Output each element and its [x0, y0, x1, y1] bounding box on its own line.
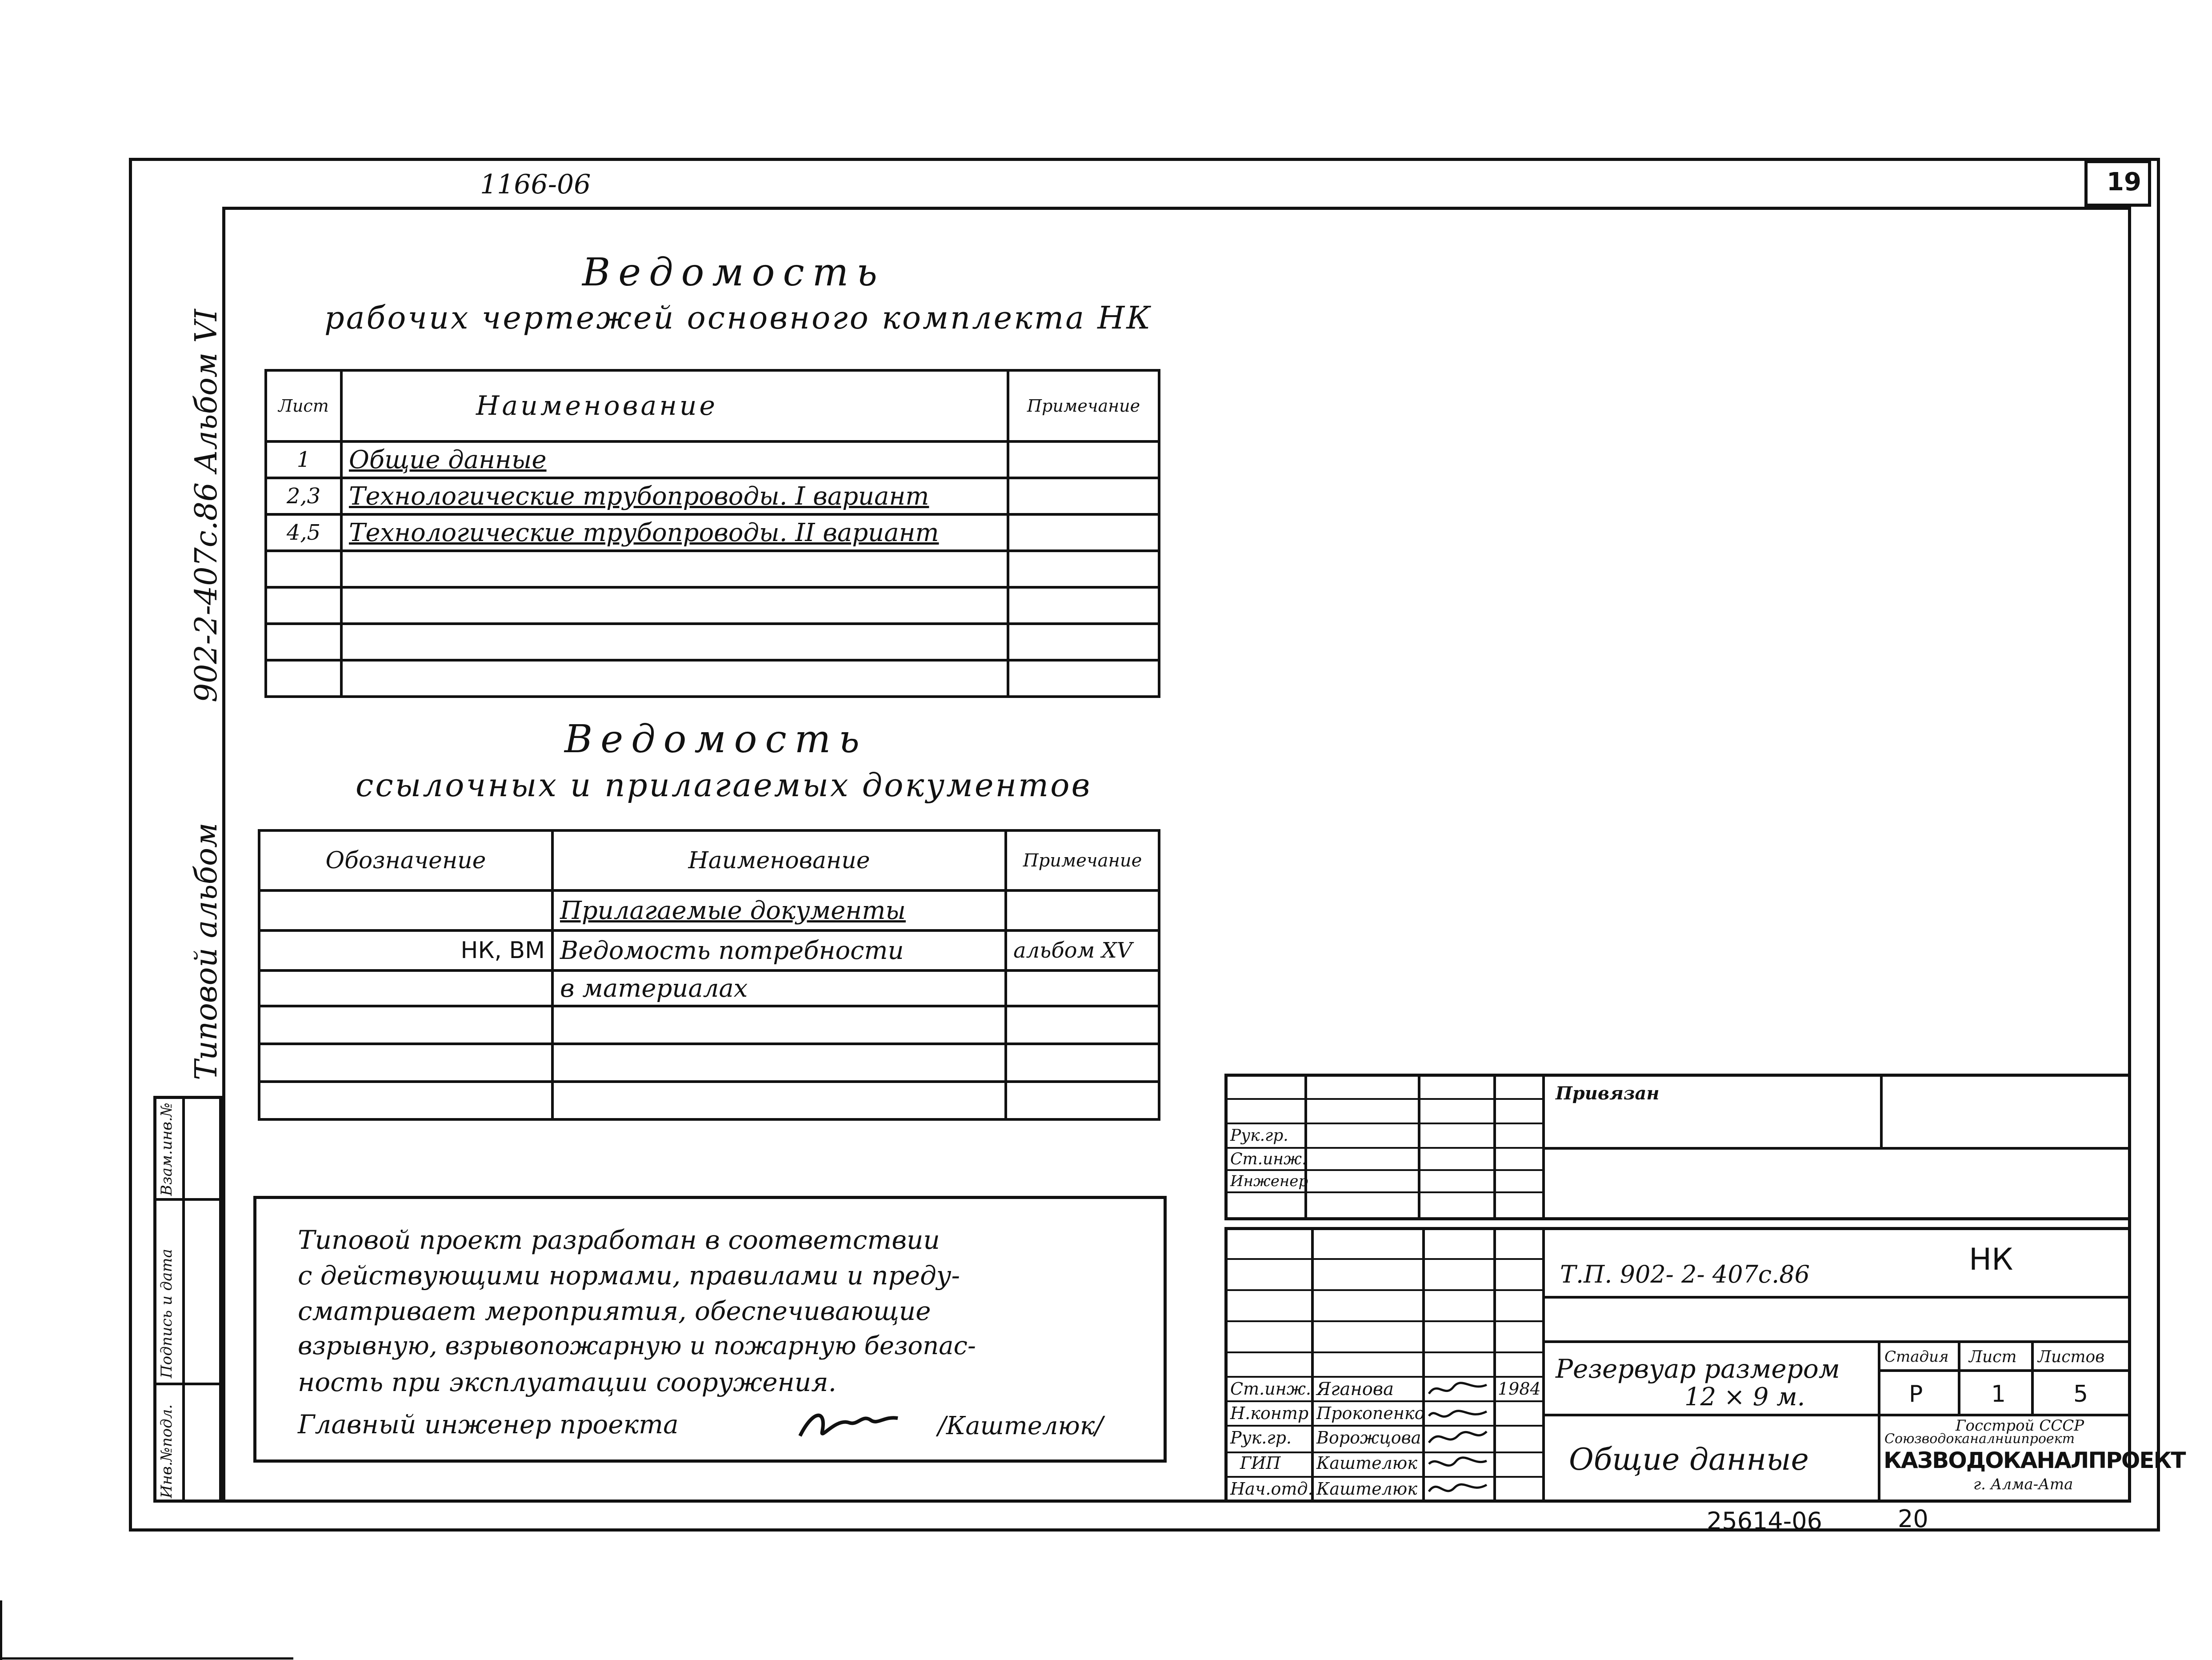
cell-code — [259, 970, 552, 1006]
staff-name: Яганова — [1316, 1379, 1394, 1399]
cell-code — [259, 1044, 552, 1082]
stage-value: 1 — [1991, 1381, 2006, 1407]
stage-header: Лист — [1969, 1348, 2017, 1366]
cell-note: альбом XV — [1006, 930, 1159, 970]
upper-stamp-hline — [1224, 1098, 1542, 1100]
stage-vline — [1958, 1340, 1960, 1414]
side-stamp-label: Подпись и дата — [158, 1249, 176, 1378]
table-row — [259, 1082, 1159, 1119]
object-title-line: Резервуар размером — [1556, 1354, 1840, 1384]
staff-signature — [1427, 1378, 1489, 1400]
tied-label: Привязан — [1556, 1083, 1660, 1104]
org-sub: Союзводоканалниипроект — [1884, 1431, 2075, 1447]
project-code: Т.П. 902- 2- 407с.86 — [1560, 1260, 1810, 1288]
staff-role: Рук.гр. — [1230, 1428, 1292, 1447]
org-line: Госстрой СССР — [1956, 1417, 2084, 1435]
upper-stamp-hline — [1224, 1169, 1542, 1171]
staff-hline — [1224, 1320, 1542, 1322]
staff-role: ГИП — [1240, 1453, 1281, 1473]
sheet-list-subtitle: рабочих чертежей основного комплекта НК — [324, 300, 1152, 336]
sheet-list-title: Ведомость — [582, 250, 885, 295]
sheet-number: 19 — [2107, 168, 2141, 196]
upper-stamp-hline — [1224, 1191, 1542, 1193]
staff-role: Ст.инж. — [1230, 1379, 1311, 1399]
cell-sheet: 4,5 — [266, 514, 341, 551]
stage-value: 5 — [2073, 1381, 2088, 1407]
typical-album-label: Типовой альбом — [189, 822, 224, 1080]
cell-name — [341, 587, 1008, 624]
corner-number: 1166-06 — [480, 169, 591, 200]
statement-line: взрывную, взрывопожарную и пожарную безопас- — [298, 1331, 976, 1360]
cell-sheet — [266, 587, 341, 624]
cell-note — [1006, 890, 1159, 930]
statement-line: Типовой проект разработан в соответствии — [298, 1225, 940, 1255]
upper-stamp-hline — [1542, 1147, 2131, 1150]
staff-name: Прокопенко — [1316, 1403, 1425, 1423]
cell-note — [1008, 478, 1159, 514]
cell-name: в материалах — [552, 970, 1006, 1006]
staff-hline — [1224, 1425, 1542, 1427]
cell-note — [1008, 514, 1159, 551]
staff-signature — [1427, 1403, 1489, 1425]
sheet-title: Общие данные — [1569, 1442, 1809, 1477]
ref-docs-table — [258, 829, 1160, 1121]
staff-hline — [1224, 1400, 1542, 1402]
staff-signature — [1427, 1453, 1489, 1475]
cell-name: Технологические трубопроводы. II вариант — [341, 514, 1008, 551]
cell-sheet — [266, 551, 341, 587]
corner-mark — [0, 1657, 293, 1660]
title-vline — [1878, 1340, 1880, 1503]
table-header-row — [259, 830, 1159, 890]
upper-stamp-vline — [1880, 1074, 1883, 1149]
table-row — [259, 930, 1159, 970]
cell-code — [259, 1006, 552, 1044]
title-hline — [1542, 1296, 2131, 1299]
ref-docs-subtitle: ссылочных и прилагаемых документов — [356, 766, 1092, 804]
cell-sheet: 1 — [266, 441, 341, 478]
cell-note — [1008, 624, 1159, 660]
org-name: КАЗВОДОКАНАЛПРОЕКТ — [1884, 1447, 2185, 1473]
cell-name — [341, 660, 1008, 697]
stage-vline — [2031, 1340, 2034, 1414]
statement-line: сматривает мероприятия, обеспечивающие — [298, 1296, 931, 1326]
archive-number: 25614-06 — [1707, 1507, 1822, 1535]
staff-name: Каштелюк — [1316, 1453, 1417, 1473]
column-header: Лист — [266, 370, 341, 441]
staff-name: Ворожцова — [1316, 1428, 1421, 1447]
cell-name — [341, 624, 1008, 660]
staff-hline — [1224, 1289, 1542, 1291]
table-row — [259, 970, 1159, 1006]
cell-note — [1006, 1044, 1159, 1082]
table-header-row — [266, 370, 1159, 441]
title-vline — [1311, 1227, 1314, 1503]
stage-header: Стадия — [1884, 1348, 1949, 1366]
staff-hline — [1224, 1476, 1542, 1478]
table-row — [266, 478, 1159, 514]
column-header: Примечание — [1006, 830, 1159, 890]
upper-role: Инженер — [1230, 1172, 1308, 1190]
cell-code: НК, ВМ — [259, 930, 552, 970]
cell-name — [341, 551, 1008, 587]
cell-sheet — [266, 660, 341, 697]
staff-role: Н.контр — [1230, 1403, 1309, 1423]
title-hline — [1542, 1340, 2131, 1343]
cell-note — [1006, 1006, 1159, 1044]
side-stamp-label: Взам.инв.№ — [158, 1103, 176, 1196]
staff-signature — [1427, 1478, 1489, 1500]
upper-stamp-hline — [1224, 1123, 1542, 1124]
statement-line: ность при эксплуатации сооружения. — [298, 1367, 836, 1397]
upper-role: Рук.гр. — [1230, 1127, 1288, 1145]
cell-note — [1008, 660, 1159, 697]
cell-note — [1006, 970, 1159, 1006]
staff-hline — [1224, 1258, 1542, 1260]
cell-code — [259, 890, 552, 930]
title-vline — [1493, 1227, 1496, 1503]
cell-note — [1006, 1082, 1159, 1119]
staff-name: Каштелюк — [1316, 1479, 1417, 1499]
cell-name: Общие данные — [341, 441, 1008, 478]
staff-role: Нач.отд. — [1230, 1479, 1313, 1499]
cell-note — [1008, 441, 1159, 478]
table-row — [259, 1006, 1159, 1044]
staff-hline — [1224, 1376, 1542, 1378]
cell-name: Ведомость потребности — [552, 930, 1006, 970]
cell-code — [259, 1082, 552, 1119]
chief-engineer-signature — [796, 1400, 902, 1445]
table-row — [259, 890, 1159, 930]
title-hline — [1542, 1414, 2131, 1416]
album-label: 902-2-407с.86 Альбом VI — [189, 309, 224, 702]
column-header: Примечание — [1008, 370, 1159, 441]
stage-value: Р — [1909, 1381, 1923, 1407]
table-row — [259, 1044, 1159, 1082]
side-stamp-divider — [153, 1383, 222, 1385]
table-row — [266, 587, 1159, 624]
chief-engineer-label: Главный инженер проекта — [298, 1409, 679, 1439]
stage-header: Листов — [2038, 1348, 2105, 1366]
side-stamp-divider — [153, 1198, 222, 1201]
section-code: НК — [1969, 1242, 2013, 1277]
object-title-line: 12 × 9 м. — [1684, 1383, 1805, 1411]
cell-name — [552, 1082, 1006, 1119]
cell-name — [552, 1044, 1006, 1082]
ref-docs-title: Ведомость — [564, 717, 868, 762]
page-number: 20 — [1898, 1505, 1928, 1533]
column-header: Наименование — [552, 830, 1006, 890]
side-stamp-divider — [182, 1096, 185, 1503]
corner-mark — [0, 1600, 2, 1660]
table-row — [266, 514, 1159, 551]
cell-sheet — [266, 624, 341, 660]
column-header: Наименование — [341, 370, 1008, 441]
column-header: Обозначение — [259, 830, 552, 890]
cell-sheet: 2,3 — [266, 478, 341, 514]
org-city: г. Алма-Ата — [1973, 1476, 2073, 1493]
side-stamp-label: Инв.№подл. — [158, 1404, 176, 1498]
table-row — [266, 624, 1159, 660]
cell-name — [552, 1006, 1006, 1044]
table-row — [266, 551, 1159, 587]
title-vline — [1422, 1227, 1425, 1503]
staff-date: 1984 — [1498, 1379, 1541, 1399]
upper-role: Ст.инж. — [1230, 1150, 1307, 1168]
cell-name: Прилагаемые документы — [552, 890, 1006, 930]
table-row — [266, 660, 1159, 697]
cell-name: Технологические трубопроводы. I вариант — [341, 478, 1008, 514]
cell-note — [1008, 551, 1159, 587]
chief-engineer-name: /Каштелюк/ — [938, 1411, 1104, 1440]
staff-signature — [1427, 1427, 1489, 1449]
title-vline — [1542, 1227, 1545, 1503]
staff-hline — [1224, 1351, 1542, 1353]
upper-stamp-hline — [1224, 1147, 1542, 1149]
sheet-list-table — [264, 369, 1160, 698]
stage-hline — [1878, 1369, 2131, 1372]
statement-line: с действующими нормами, правилами и преду- — [298, 1260, 960, 1291]
cell-note — [1008, 587, 1159, 624]
table-row — [266, 441, 1159, 478]
